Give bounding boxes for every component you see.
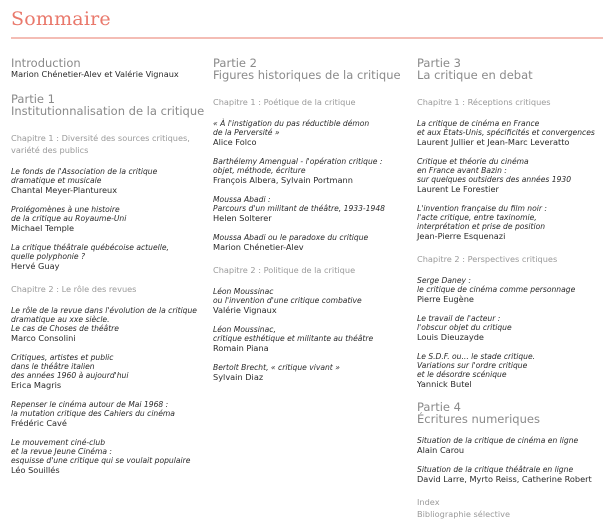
toc-entry[interactable] [417, 276, 612, 304]
entry-author: Alain Carou [417, 445, 465, 455]
part-title: Figures historiques de la critique [213, 68, 401, 82]
entry-author: Romain Piana [213, 343, 269, 353]
toc-entry[interactable] [213, 195, 411, 223]
entry-author: Sylvain Diaz [213, 372, 264, 382]
toc-entry[interactable] [11, 167, 206, 195]
title-divider [11, 37, 603, 39]
part-label: Partie 4 [417, 400, 461, 414]
entry-author: Michael Temple [11, 223, 75, 233]
part-title: Écritures numeriques [417, 412, 540, 426]
entry-title: L'invention française du film noir : l'acte critique, entre taxinomie, interprétation et prise de position [417, 204, 547, 231]
toc-entry[interactable] [213, 119, 411, 147]
entry-title: « À l'instigation du pas réductible démon de la Perversité » [213, 119, 370, 137]
entry-title: Situation de la critique de cinéma en ligne [417, 436, 579, 445]
entry-author: Laurent Le Forestier [417, 184, 499, 194]
entry-title: La critique de cinéma en France et aux États-Unis, spécificités et convergences [417, 119, 595, 137]
entry-title: Critiques, artistes et public dans le théâtre italien des années 1960 à aujourd'hui [11, 353, 129, 380]
part-title: Institutionnalisation de la critique [11, 104, 205, 118]
chapter-title: Chapitre 2 : Le rôle des revues [11, 284, 137, 294]
entry-author: Yannick Butel [417, 379, 472, 389]
part-label: Partie 3 [417, 56, 461, 70]
toc-entry[interactable] [417, 465, 612, 484]
column-1 [11, 57, 206, 485]
part-4 [417, 401, 612, 426]
entry-title: La critique théâtrale québécoise actuelle, quelle polyphonie ? [11, 243, 169, 261]
entry-author: Frédéric Cavé [11, 418, 67, 428]
index-link[interactable]: Index [417, 497, 440, 507]
entry-title: Barthélemy Amengual - l'opération critique : objet, méthode, écriture [213, 157, 383, 175]
entry-title: Le mouvement ciné-club et la revue Jeune Cinéma : esquisse d'une critique qui se voulait populaire [11, 438, 191, 465]
toc-entry[interactable] [213, 233, 411, 252]
entry-title: Le rôle de la revue dans l'évolution de la critique dramatique au xxe siècle. Le cas de Choses de théâtre [11, 306, 197, 333]
part-label: Partie 2 [213, 56, 257, 70]
toc-entry[interactable] [11, 438, 206, 475]
chapter-title: Chapitre 2 : Politique de la critique [213, 265, 356, 275]
toc-entry[interactable] [213, 363, 411, 382]
toc-entry[interactable] [11, 306, 206, 343]
entry-author: Léo Souillés [11, 465, 60, 475]
entry-title: Le S.D.F. ou... le stade critique. Variations sur l'ordre critique et le désordre scénique [417, 352, 536, 379]
part-label: Partie 1 [11, 92, 55, 106]
chapter-title: Chapitre 1 : Diversité des sources critiques, variété des publics [11, 133, 190, 155]
introduction [11, 57, 206, 79]
entry-author: François Albera, Sylvain Portmann [213, 175, 353, 185]
intro-label: Introduction [11, 56, 81, 70]
toc-entry[interactable] [417, 352, 612, 389]
entry-author: Pierre Eugène [417, 294, 474, 304]
entry-title: Repenser le cinéma autour de Mai 1968 : la mutation critique des Cahiers du cinéma [11, 400, 175, 418]
toc-entry[interactable] [213, 325, 411, 353]
entry-author: Laurent Jullier et Jean-Marc Leveratto [417, 137, 570, 147]
entry-author: Erica Magris [11, 380, 62, 390]
part-2 [213, 57, 411, 82]
page-title: Sommaire [11, 8, 111, 30]
chapter-title: Chapitre 2 : Perspectives critiques [417, 254, 558, 264]
entry-author: David Larre, Myrto Reiss, Catherine Robert [417, 474, 592, 484]
chapter-title: Chapitre 1 : Poétique de la critique [213, 97, 356, 107]
entry-author: Valérie Vignaux [213, 305, 277, 315]
entry-author: Hervé Guay [11, 261, 60, 271]
entry-title: Léon Moussinac ou l'invention d'une critique combative [213, 287, 362, 305]
part-1 [11, 93, 206, 118]
column-3 [417, 57, 612, 520]
toc-entry[interactable] [11, 205, 206, 233]
entry-title: Situation de la critique théâtrale en ligne [417, 465, 574, 474]
entry-title: Critique et théorie du cinéma en France avant Bazin : sur quelques outsiders des années 1930 [417, 157, 572, 184]
chapter-title: Chapitre 1 : Réceptions critiques [417, 97, 551, 107]
toc-entry[interactable] [213, 287, 411, 315]
toc-entry[interactable] [213, 157, 411, 185]
entry-author: Marion Chénetier-Alev [213, 242, 304, 252]
bibliography-link[interactable]: Bibliographie sélective [417, 509, 511, 519]
toc-entry[interactable] [11, 353, 206, 390]
toc-entry[interactable] [417, 314, 612, 342]
entry-title: Moussa Abadi ou le paradoxe du critique [213, 233, 369, 242]
toc-entry[interactable] [417, 436, 612, 455]
toc-entry[interactable] [417, 119, 612, 147]
entry-title: Le travail de l'acteur : l'obscur objet du critique [417, 314, 512, 332]
entry-author: Chantal Meyer-Plantureux [11, 185, 118, 195]
part-3 [417, 57, 612, 82]
entry-author: Marco Consolini [11, 333, 76, 343]
entry-title: Le fonds de l'Association de la critique dramatique et musicale [11, 167, 158, 185]
entry-title: Moussa Abadi : Parcours d'un militant de théâtre, 1933-1948 [213, 195, 386, 213]
toc-entry[interactable] [417, 204, 612, 241]
entry-title: Serge Daney : le critique de cinéma comme personnage [417, 276, 576, 294]
entry-title: Léon Moussinac, critique esthétique et militante au théâtre [213, 325, 374, 343]
entry-author: Helen Solterer [213, 213, 272, 223]
intro-author: Marion Chénetier-Alev et Valérie Vignaux [11, 69, 179, 79]
entry-author: Alice Folco [213, 137, 257, 147]
entry-author: Jean-Pierre Esquenazi [417, 231, 506, 241]
entry-title: Prolégomènes à une histoire de la critique au Royaume-Uni [11, 205, 127, 223]
entry-title: Bertolt Brecht, « critique vivant » [213, 363, 340, 372]
entry-author: Louis Dieuzayde [417, 332, 484, 342]
toc-entry[interactable] [417, 157, 612, 194]
toc-entry[interactable] [11, 400, 206, 428]
column-2 [213, 57, 411, 392]
part-title: La critique en debat [417, 68, 533, 82]
toc-entry[interactable] [11, 243, 206, 271]
